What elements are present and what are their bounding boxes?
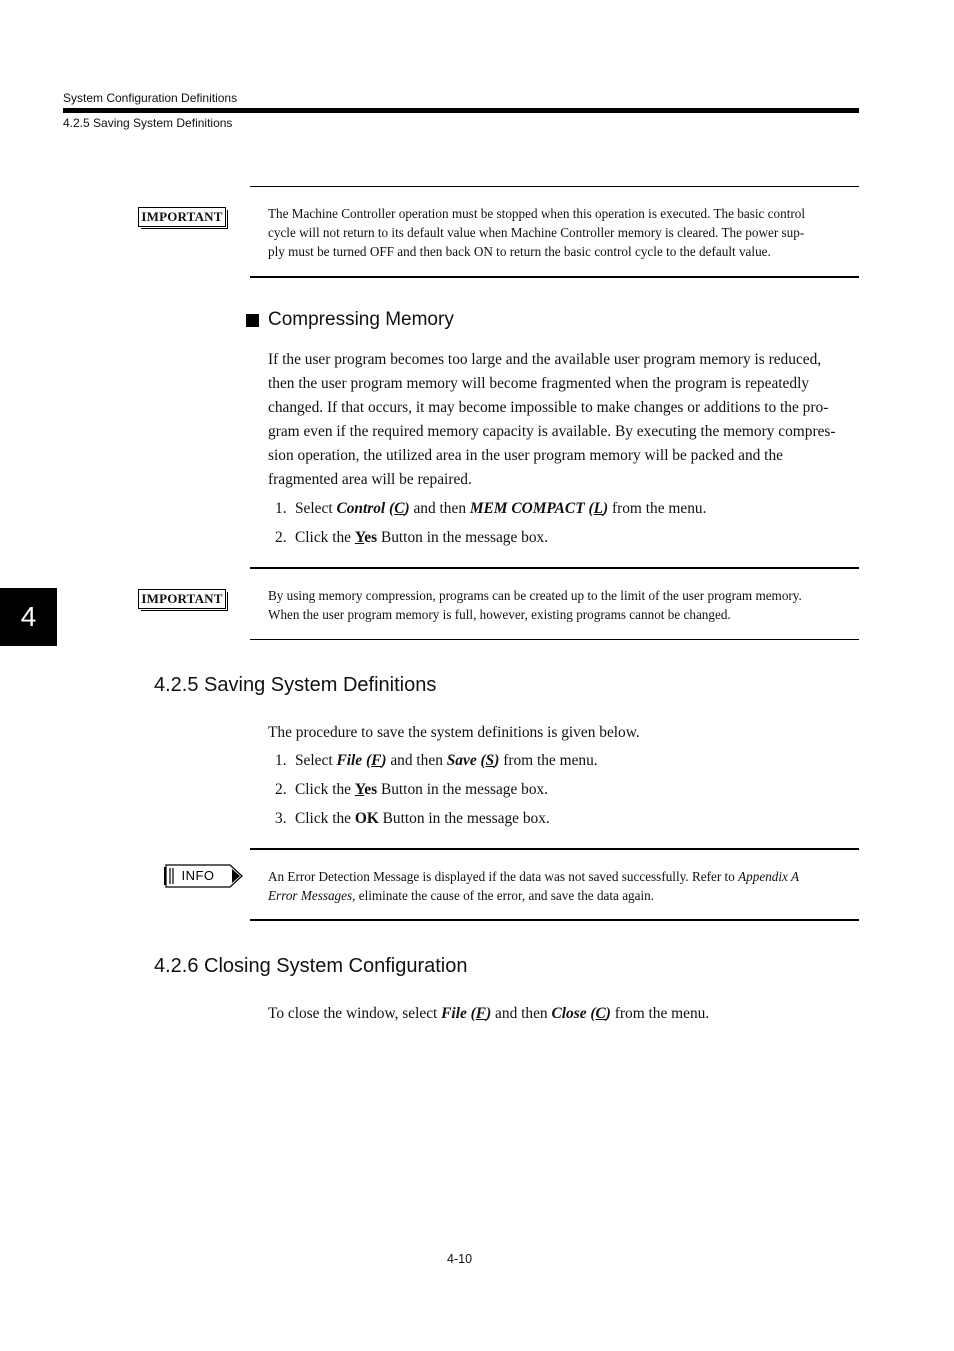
saving-intro: The procedure to save the system definitions is given below. [268, 724, 640, 741]
menu-file-key: F [371, 752, 382, 769]
step-number: 1. [275, 500, 287, 517]
step-text: from the menu. [499, 752, 598, 769]
header-rule [63, 108, 859, 113]
yes-button-key: Y [354, 781, 365, 798]
menu-save-close: ) [494, 752, 500, 769]
paragraph-line: gram even if the required memory capacity is available. By executing the memory compres- [268, 423, 836, 440]
saving-step-2 [275, 780, 548, 800]
closing-heading: 4.2.6 Closing System Configuration [154, 955, 468, 977]
info-label: INFO [181, 867, 215, 883]
appendix-ref-title: Error Messages [268, 888, 353, 903]
step-text: Select [295, 500, 337, 517]
important2-bottom-rule [250, 639, 859, 640]
step-text: Button in the message box. [377, 781, 549, 798]
menu-close: Close ( [551, 1005, 596, 1022]
info-bottom-rule [250, 919, 859, 921]
step-text: Click the [295, 529, 355, 546]
menu-file-close: ) [381, 752, 387, 769]
menu-file: File ( [336, 752, 372, 769]
important1-line: cycle will not return to its default value when Machine Controller memory is cleared. The power sup- [268, 225, 805, 240]
menu-close-key: C [595, 1005, 606, 1022]
step-number: 1. [275, 752, 287, 769]
page-number: 4-10 [447, 1252, 473, 1266]
yes-button-label: es [364, 529, 378, 546]
menu-control-close: ) [404, 500, 410, 517]
saving-heading: 4.2.5 Saving System Definitions [154, 674, 437, 696]
ok-button-label: OK [354, 810, 379, 827]
step-text: Click the [295, 781, 355, 798]
closing-text: To close the window, select [268, 1005, 442, 1022]
saving-step-1 [275, 751, 598, 771]
important1-line: The Machine Controller operation must be stopped when this operation is executed. The basic control [268, 206, 806, 221]
compressing-memory-heading [246, 309, 454, 331]
paragraph-line: If the user program becomes too large and the available user program memory is reduced, [268, 351, 822, 368]
heading-text: Compressing Memory [268, 309, 454, 330]
step-text: Click the [295, 810, 355, 827]
menu-mem-compact-close: ) [602, 500, 609, 517]
appendix-ref: Appendix A [738, 869, 800, 884]
important2-line: When the user program memory is full, however, existing programs cannot be changed. [268, 607, 731, 622]
menu-mem-compact-key: L [593, 500, 603, 517]
important2-line: By using memory compression, programs can be created up to the limit of the user program memory. [268, 588, 802, 603]
closing-text: and then [491, 1005, 552, 1022]
menu-save: Save ( [446, 752, 486, 769]
paragraph-line: fragmented area will be repaired. [268, 471, 472, 488]
compress-step-2 [275, 528, 548, 548]
step-text: Button in the message box. [378, 810, 550, 827]
menu-control-key: C [394, 500, 405, 517]
info-line [268, 886, 860, 905]
important1-bottom-rule [250, 276, 859, 278]
step-text: and then [386, 752, 447, 769]
step-number: 2. [275, 529, 287, 546]
info-text-span: An Error Detection Message is displayed if the data was not saved successfully. Refer to [268, 869, 739, 884]
menu-control: Control ( [336, 500, 395, 517]
square-bullet-icon [246, 314, 259, 327]
info-text-span: , eliminate the cause of the error, and save the data again. [352, 888, 655, 903]
info-text [268, 867, 860, 905]
important-badge: IMPORTANT [138, 207, 226, 227]
paragraph-line: changed. If that occurs, it may become impossible to make changes or additions to the pro- [268, 399, 829, 416]
info-line [268, 867, 860, 886]
running-header-section: 4.2.5 Saving System Definitions [63, 116, 233, 130]
step-number: 2. [275, 781, 287, 798]
compress-step-1 [275, 499, 706, 519]
step-number: 3. [275, 810, 287, 827]
closing-text: from the menu. [610, 1005, 710, 1022]
compress-paragraph [268, 348, 860, 492]
important1-top-rule [250, 186, 859, 187]
important2-top-rule [250, 567, 859, 569]
important1-text [268, 204, 860, 261]
paragraph-line: sion operation, the utilized area in the user program memory will be packed and the [268, 447, 783, 464]
info-top-rule [250, 848, 859, 850]
menu-mem-compact: MEM COMPACT ( [469, 500, 594, 517]
step-text: from the menu. [608, 500, 707, 517]
step-text: Button in the message box. [377, 529, 549, 546]
important1-line: ply must be turned OFF and then back ON to return the basic control cycle to the default value. [268, 244, 771, 259]
menu-close-close: ) [605, 1005, 611, 1022]
menu-save-key: S [485, 752, 495, 769]
closing-paragraph [268, 1002, 860, 1026]
important2-text [268, 586, 860, 624]
menu-file: File ( [441, 1005, 476, 1022]
step-text: and then [409, 500, 470, 517]
paragraph-line: then the user program memory will become fragmented when the program is repeatedly [268, 375, 810, 392]
step-text: Select [295, 752, 337, 769]
yes-button-label: es [364, 781, 378, 798]
chapter-tab: 4 [0, 588, 57, 646]
yes-button-key: Y [354, 529, 365, 546]
saving-step-3 [275, 809, 550, 829]
menu-file-key: F [475, 1005, 487, 1022]
important-badge: IMPORTANT [138, 589, 226, 609]
running-header-chapter: System Configuration Definitions [63, 91, 238, 105]
menu-file-close: ) [486, 1005, 492, 1022]
